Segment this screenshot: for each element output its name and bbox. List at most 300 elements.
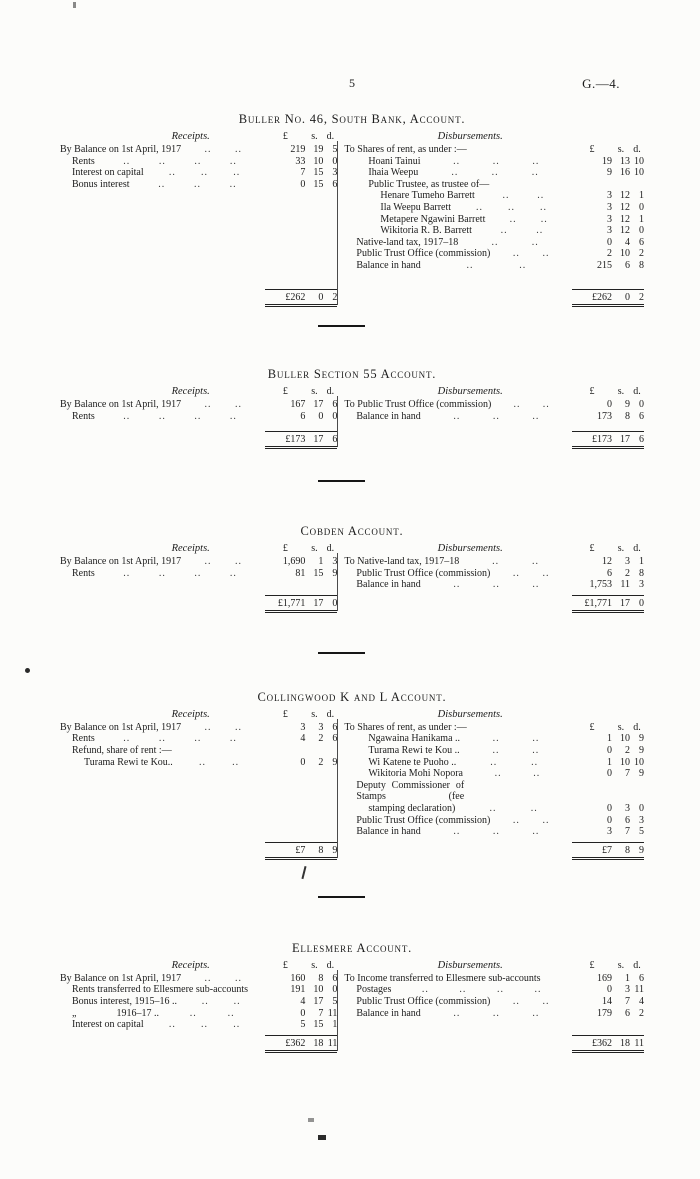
account-ellesmere (60, 941, 644, 1053)
amount-pounds: 3 (606, 213, 612, 225)
amount-pounds: 1,690 (282, 556, 306, 567)
amount-pence: 1 (332, 1019, 338, 1031)
ledger-row (60, 568, 337, 580)
disbursements-column (337, 708, 644, 860)
amount-shillings: 8 (624, 410, 630, 422)
currency-header (265, 708, 337, 721)
amount-shillings: 3 (624, 802, 630, 814)
amount-pounds: £173 (285, 434, 306, 445)
ledger-row (344, 167, 644, 179)
amount-pence: d. (633, 386, 641, 397)
amount-pence: 2 (332, 292, 338, 303)
amount-pounds: £ (282, 131, 288, 142)
row-label: stamping declaration) (368, 802, 456, 814)
amount-pence: 0 (638, 399, 644, 410)
amount-pence: 10 (633, 155, 644, 167)
row-label: Henare Tumeho Barrett (380, 190, 475, 202)
disbursements-heading: Disbursements. (437, 959, 503, 971)
column-divider (337, 553, 338, 611)
ledger-row (344, 190, 644, 202)
ledger-row (344, 780, 644, 803)
disbursements-column (337, 385, 644, 449)
account-title: Collingwood K and L Account. (257, 689, 447, 704)
amount-pence: 11 (327, 1037, 338, 1049)
amount-pounds (572, 780, 612, 803)
row-amount (572, 579, 644, 591)
dot-leader: .. .. .. (158, 178, 237, 190)
disbursements-total (572, 431, 644, 449)
amount-pounds: 2 (606, 248, 612, 260)
amount-pounds: 0 (300, 1007, 306, 1019)
currency-header (265, 959, 337, 972)
row-amount (265, 399, 337, 411)
amount-pence: d. (326, 959, 335, 971)
amount-pounds: £362 (591, 1037, 612, 1049)
ledger-row (60, 167, 337, 179)
amount-shillings: 1 (624, 972, 630, 984)
amount-pounds: £ (282, 959, 288, 971)
receipts-rows (60, 399, 337, 427)
amount-pounds: 33 (295, 155, 306, 167)
receipts-heading: Receipts. (171, 386, 210, 397)
ledger-row (60, 996, 337, 1008)
dot-leader: .. .. .. (168, 167, 241, 179)
ledger-row (344, 803, 644, 815)
ledger-row (344, 996, 644, 1008)
dot-leader: .. .. .. (453, 155, 540, 167)
amount-shillings: 10 (313, 984, 324, 996)
dot-leader: .. .. .. .. (123, 567, 237, 579)
dot-leader: .. .. (500, 225, 544, 237)
amount-shillings: 15 (313, 1019, 324, 1031)
disbursements-total-row (344, 595, 644, 613)
amount-shillings: 7 (624, 995, 630, 1007)
dot-leader: .. .. (494, 768, 541, 780)
dot-leader: .. .. (509, 213, 548, 225)
amount-shillings: 7 (624, 768, 630, 780)
amount-pounds: 0 (606, 399, 612, 410)
ledger-row (344, 214, 644, 226)
amount-pounds: 5 (300, 1019, 306, 1031)
amount-pounds: 1 (606, 756, 612, 768)
dot-leader: .. .. (466, 259, 527, 271)
amount-pence: 0 (332, 410, 338, 422)
row-label: Deputy Commissioner of Stamps (fee (356, 779, 465, 803)
amount-pounds: 3 (606, 201, 612, 213)
amount-pounds: 173 (596, 410, 612, 422)
ledger-row (344, 179, 644, 191)
amount-shillings: 2 (624, 744, 630, 756)
row-amount (572, 768, 644, 780)
row-amount (572, 190, 644, 202)
dot-leader: .. .. (189, 1007, 235, 1019)
amount-pence: 0 (638, 802, 644, 814)
amount-shillings: 0 (318, 292, 324, 303)
row-amount (572, 745, 644, 757)
amount-shillings: 16 (619, 167, 630, 179)
row-label: Rents transferred to Ellesmere sub-accounts (72, 984, 249, 996)
amount-shillings: 15 (313, 167, 324, 179)
ledger-row (60, 984, 337, 996)
scan-artifact (73, 2, 76, 8)
dot-leader: .. .. (204, 144, 242, 155)
amount-pounds: 14 (601, 995, 612, 1007)
row-label: By Balance on 1st April, 1917 (60, 972, 182, 984)
ledger-row (344, 984, 644, 996)
ledger-row (60, 399, 337, 411)
row-amount (265, 179, 337, 191)
ledger-row (60, 556, 337, 568)
ledger-row (60, 144, 337, 156)
account-title: Buller No. 46, South Bank, Account. (238, 112, 466, 126)
dot-leader: .. .. .. (451, 167, 539, 179)
amount-shillings: 8 (318, 844, 324, 856)
receipts-head (60, 130, 337, 143)
disbursements-total-row (344, 1035, 644, 1053)
amount-shillings: 8 (318, 972, 324, 984)
currency-header (265, 542, 337, 555)
row-label: Public Trust Office (commission) (356, 814, 491, 826)
amount-pounds: 167 (290, 399, 306, 410)
dot-leader (489, 179, 572, 191)
row-amount (572, 237, 644, 249)
row-label: Turama Rewi te Kou.. (84, 756, 173, 768)
ledger-row (344, 579, 644, 591)
ledger-row (344, 144, 644, 156)
receipts-total (265, 289, 337, 307)
amount-shillings: 3 (624, 556, 630, 567)
row-amount (572, 826, 644, 838)
receipts-total (265, 842, 337, 860)
amount-shillings: 8 (624, 844, 630, 856)
amount-shillings: 10 (619, 248, 630, 260)
ledger-row (60, 1008, 337, 1020)
scan-artifact (318, 1135, 326, 1140)
dot-leader: .. .. .. (453, 410, 540, 422)
amount-pence: 6 (332, 972, 338, 984)
dot-leader (464, 780, 572, 803)
row-label: Balance in hand (356, 579, 421, 591)
dot-leader: .. .. .. (453, 1007, 540, 1019)
amount-pounds: 3 (606, 190, 612, 202)
ledger-row (60, 156, 337, 168)
amount-pence: d. (326, 386, 335, 397)
dot-leader: .. .. .. .. (123, 733, 237, 745)
amount-shillings: 17 (619, 597, 630, 609)
page-number: 5 (349, 76, 355, 90)
dot-leader: .. .. (204, 972, 242, 984)
ledger-row (344, 237, 644, 249)
amount-shillings: 12 (619, 201, 630, 213)
row-amount (572, 733, 644, 745)
amount-shillings: 0 (624, 292, 630, 303)
receipts-heading: Receipts. (171, 543, 210, 554)
amount-shillings: s. (617, 144, 625, 155)
amount-shillings: s. (617, 543, 625, 554)
row-label: To Public Trust Office (commission) (344, 399, 492, 410)
amount-pounds: 219 (290, 144, 306, 155)
amount-shillings: 4 (624, 236, 630, 248)
disbursements-rows (344, 556, 644, 591)
amount-pounds: £1,771 (277, 597, 306, 609)
row-label: Postages (356, 984, 392, 996)
amount-pounds: £ (589, 721, 595, 733)
dot-leader: .. .. (204, 399, 242, 410)
row-label: To Shares of rent, as under :— (344, 721, 467, 733)
amount-shillings: 18 (313, 1037, 324, 1049)
amount-pounds: 179 (596, 1007, 612, 1019)
dot-leader: .. .. (489, 802, 538, 814)
amount-pence: 1 (638, 556, 644, 567)
amount-shillings: 12 (619, 190, 630, 202)
row-amount (265, 556, 337, 568)
receipts-rows (60, 556, 337, 591)
amount-shillings: s. (617, 386, 625, 397)
amount-shillings: 18 (619, 1037, 630, 1049)
amount-pence: 0 (638, 201, 644, 213)
amount-pence: 9 (638, 733, 644, 745)
amount-shillings: 6 (624, 1007, 630, 1019)
amount-pounds: £ (589, 144, 595, 155)
disbursements-total (572, 289, 644, 307)
ledger-row (344, 722, 644, 734)
amount-shillings: 7 (318, 1007, 324, 1019)
row-amount (265, 568, 337, 580)
ledger-row (344, 757, 644, 769)
amount-shillings: 3 (624, 984, 630, 996)
ledger-row (60, 733, 337, 745)
row-label: Ngawaina Hanikama .. (368, 733, 461, 745)
amount-shillings (612, 780, 630, 803)
amount-shillings: 19 (313, 144, 324, 155)
currency-header (572, 722, 644, 734)
account-body (60, 959, 644, 1053)
column-divider (337, 141, 338, 305)
currency-header (572, 959, 644, 972)
row-amount (265, 1019, 337, 1031)
ledger-row (60, 411, 337, 423)
disbursements-heading: Disbursements. (437, 543, 503, 554)
row-label: Interest on capital (72, 167, 144, 179)
dot-leader: .. .. .. .. (421, 984, 542, 996)
amount-shillings: 9 (624, 399, 630, 410)
amount-pounds: £ (282, 386, 288, 397)
row-amount (572, 556, 644, 568)
row-label: Native-land tax, 1917–18 (356, 236, 459, 248)
ledger-row (344, 826, 644, 838)
dot-leader: .. .. (513, 399, 550, 410)
column-divider (337, 970, 338, 1051)
row-amount (572, 260, 644, 272)
ledger-row (344, 768, 644, 780)
dot-leader (467, 722, 572, 734)
receipts-total (265, 595, 337, 613)
row-amount (265, 411, 337, 423)
amount-pence (323, 745, 337, 757)
row-label: Refund, share of rent :— (72, 744, 172, 756)
dot-leader: .. .. (492, 744, 540, 756)
receipts-column (60, 385, 337, 449)
amount-pence: 6 (332, 399, 338, 410)
scan-artifact (25, 668, 30, 673)
row-amount (572, 399, 644, 411)
ledger-row (60, 757, 337, 769)
amount-pounds: £262 (591, 292, 612, 303)
account-buller-no-46 (60, 112, 644, 307)
ledger-row (344, 411, 644, 423)
account-body (60, 708, 644, 860)
account-collingwood-k-l (60, 690, 644, 860)
dot-leader: .. .. (492, 733, 540, 745)
dot-leader: .. .. (201, 995, 241, 1007)
amount-shillings: 1 (318, 556, 324, 567)
amount-shillings: s. (311, 708, 318, 720)
receipts-head (60, 959, 337, 972)
amount-pence: 2 (638, 248, 644, 260)
amount-pounds: 12 (601, 556, 612, 567)
amount-shillings: 0 (318, 410, 324, 422)
amount-pence: 6 (638, 972, 644, 984)
amount-pounds: 160 (290, 972, 306, 984)
amount-pence: 6 (638, 434, 644, 445)
amount-shillings: s. (617, 721, 625, 733)
ledger-row (344, 745, 644, 757)
amount-pence: 10 (633, 167, 644, 179)
amount-shillings: 12 (619, 213, 630, 225)
dot-leader: .. .. (512, 814, 550, 826)
ledger-row (344, 1008, 644, 1020)
dot-leader: .. .. .. .. (123, 410, 237, 422)
amount-shillings: s. (617, 959, 625, 971)
amount-shillings: 7 (624, 826, 630, 838)
receipts-head (60, 542, 337, 555)
disbursements-head (344, 708, 644, 721)
receipts-rows (60, 973, 337, 1031)
amount-pence: 6 (638, 410, 644, 422)
amount-pence: 1 (638, 190, 644, 202)
account-buller-section-55 (60, 367, 644, 449)
row-amount (572, 973, 644, 985)
row-label: Wikitoria R. B. Barrett (380, 225, 472, 237)
amount-shillings: 2 (318, 756, 324, 768)
amount-pounds: £ (589, 543, 595, 554)
amount-pounds: 3 (606, 225, 612, 237)
amount-shillings: 15 (313, 567, 324, 579)
amount-shillings: 13 (619, 155, 630, 167)
receipts-head (60, 385, 337, 398)
amount-pounds: 0 (300, 756, 306, 768)
amount-shillings: 11 (620, 579, 630, 591)
disbursements-heading: Disbursements. (437, 131, 503, 142)
dot-leader (541, 973, 572, 985)
row-label: Rents (72, 733, 95, 745)
account-body (60, 385, 644, 449)
receipts-column (60, 959, 337, 1053)
ledger-row (60, 179, 337, 191)
row-label: To Income transferred to Ellesmere sub-accounts (344, 972, 541, 984)
amount-pence: 3 (638, 579, 644, 591)
amount-pence: 9 (332, 756, 338, 768)
amount-pounds: 7 (300, 167, 306, 179)
account-body (60, 542, 644, 613)
amount-pence (630, 179, 644, 191)
amount-pounds: 169 (596, 972, 612, 984)
account-title: Buller Section 55 Account. (267, 367, 437, 381)
disbursements-heading: Disbursements. (437, 386, 503, 397)
amount-pence: 3 (332, 167, 338, 179)
amount-pence (630, 780, 644, 803)
currency-header (265, 385, 337, 398)
row-label: Rents (72, 410, 95, 422)
dot-leader (467, 144, 572, 156)
amount-pence: d. (326, 543, 335, 554)
dot-leader: .. .. (204, 721, 242, 733)
row-amount (572, 1008, 644, 1020)
row-amount (572, 156, 644, 168)
amount-pence: 2 (638, 1007, 644, 1019)
amount-pounds: £173 (591, 434, 612, 445)
receipts-column (60, 130, 337, 307)
amount-pounds: 4 (300, 733, 306, 745)
amount-pounds: 3 (606, 826, 612, 838)
amount-pounds: £ (589, 386, 595, 397)
amount-pence: 6 (332, 721, 338, 733)
row-label: Wikitoria Mohi Nopora (368, 768, 463, 780)
ledger-row (60, 722, 337, 734)
amount-pounds: 6 (606, 567, 612, 579)
row-amount (265, 973, 337, 985)
dot-leader: .. .. (204, 556, 242, 567)
row-amount (572, 780, 644, 803)
currency-header (572, 385, 644, 398)
row-label: To Native-land tax, 1917–18 (344, 556, 460, 567)
ledger-row (344, 248, 644, 260)
amount-pounds: 6 (300, 410, 306, 422)
row-amount (265, 722, 337, 734)
amount-shillings: s. (311, 386, 318, 397)
row-label: Public Trustee, as trustee of— (368, 178, 490, 190)
amount-pence: 11 (634, 984, 644, 996)
row-label: Turama Rewi te Kou .. (368, 744, 460, 756)
dot-leader: .. .. .. (453, 579, 540, 591)
receipts-column (60, 708, 337, 860)
receipts-total (265, 1035, 337, 1053)
scan-artifact (308, 1118, 314, 1122)
amount-shillings: 6 (624, 814, 630, 826)
ledger-row (344, 156, 644, 168)
amount-pence: 9 (638, 844, 644, 856)
row-label: Balance in hand (356, 259, 421, 271)
disbursements-head (344, 959, 644, 972)
row-label: Interest on capital (72, 1019, 144, 1031)
amount-shillings: 10 (313, 155, 324, 167)
row-label: To Shares of rent, as under :— (344, 144, 467, 155)
receipts-head (60, 708, 337, 721)
ledger-row (60, 745, 337, 757)
receipts-total-row (60, 595, 337, 613)
amount-shillings: 10 (619, 756, 630, 768)
dot-leader: .. .. (490, 756, 539, 768)
ledger-row (344, 202, 644, 214)
row-amount (572, 214, 644, 226)
disbursements-total (572, 595, 644, 613)
amount-shillings (305, 745, 323, 757)
amount-shillings: 10 (619, 733, 630, 745)
receipts-total-row (60, 289, 337, 307)
amount-pence: 6 (638, 236, 644, 248)
row-amount (572, 167, 644, 179)
amount-pounds: £ (282, 543, 288, 554)
